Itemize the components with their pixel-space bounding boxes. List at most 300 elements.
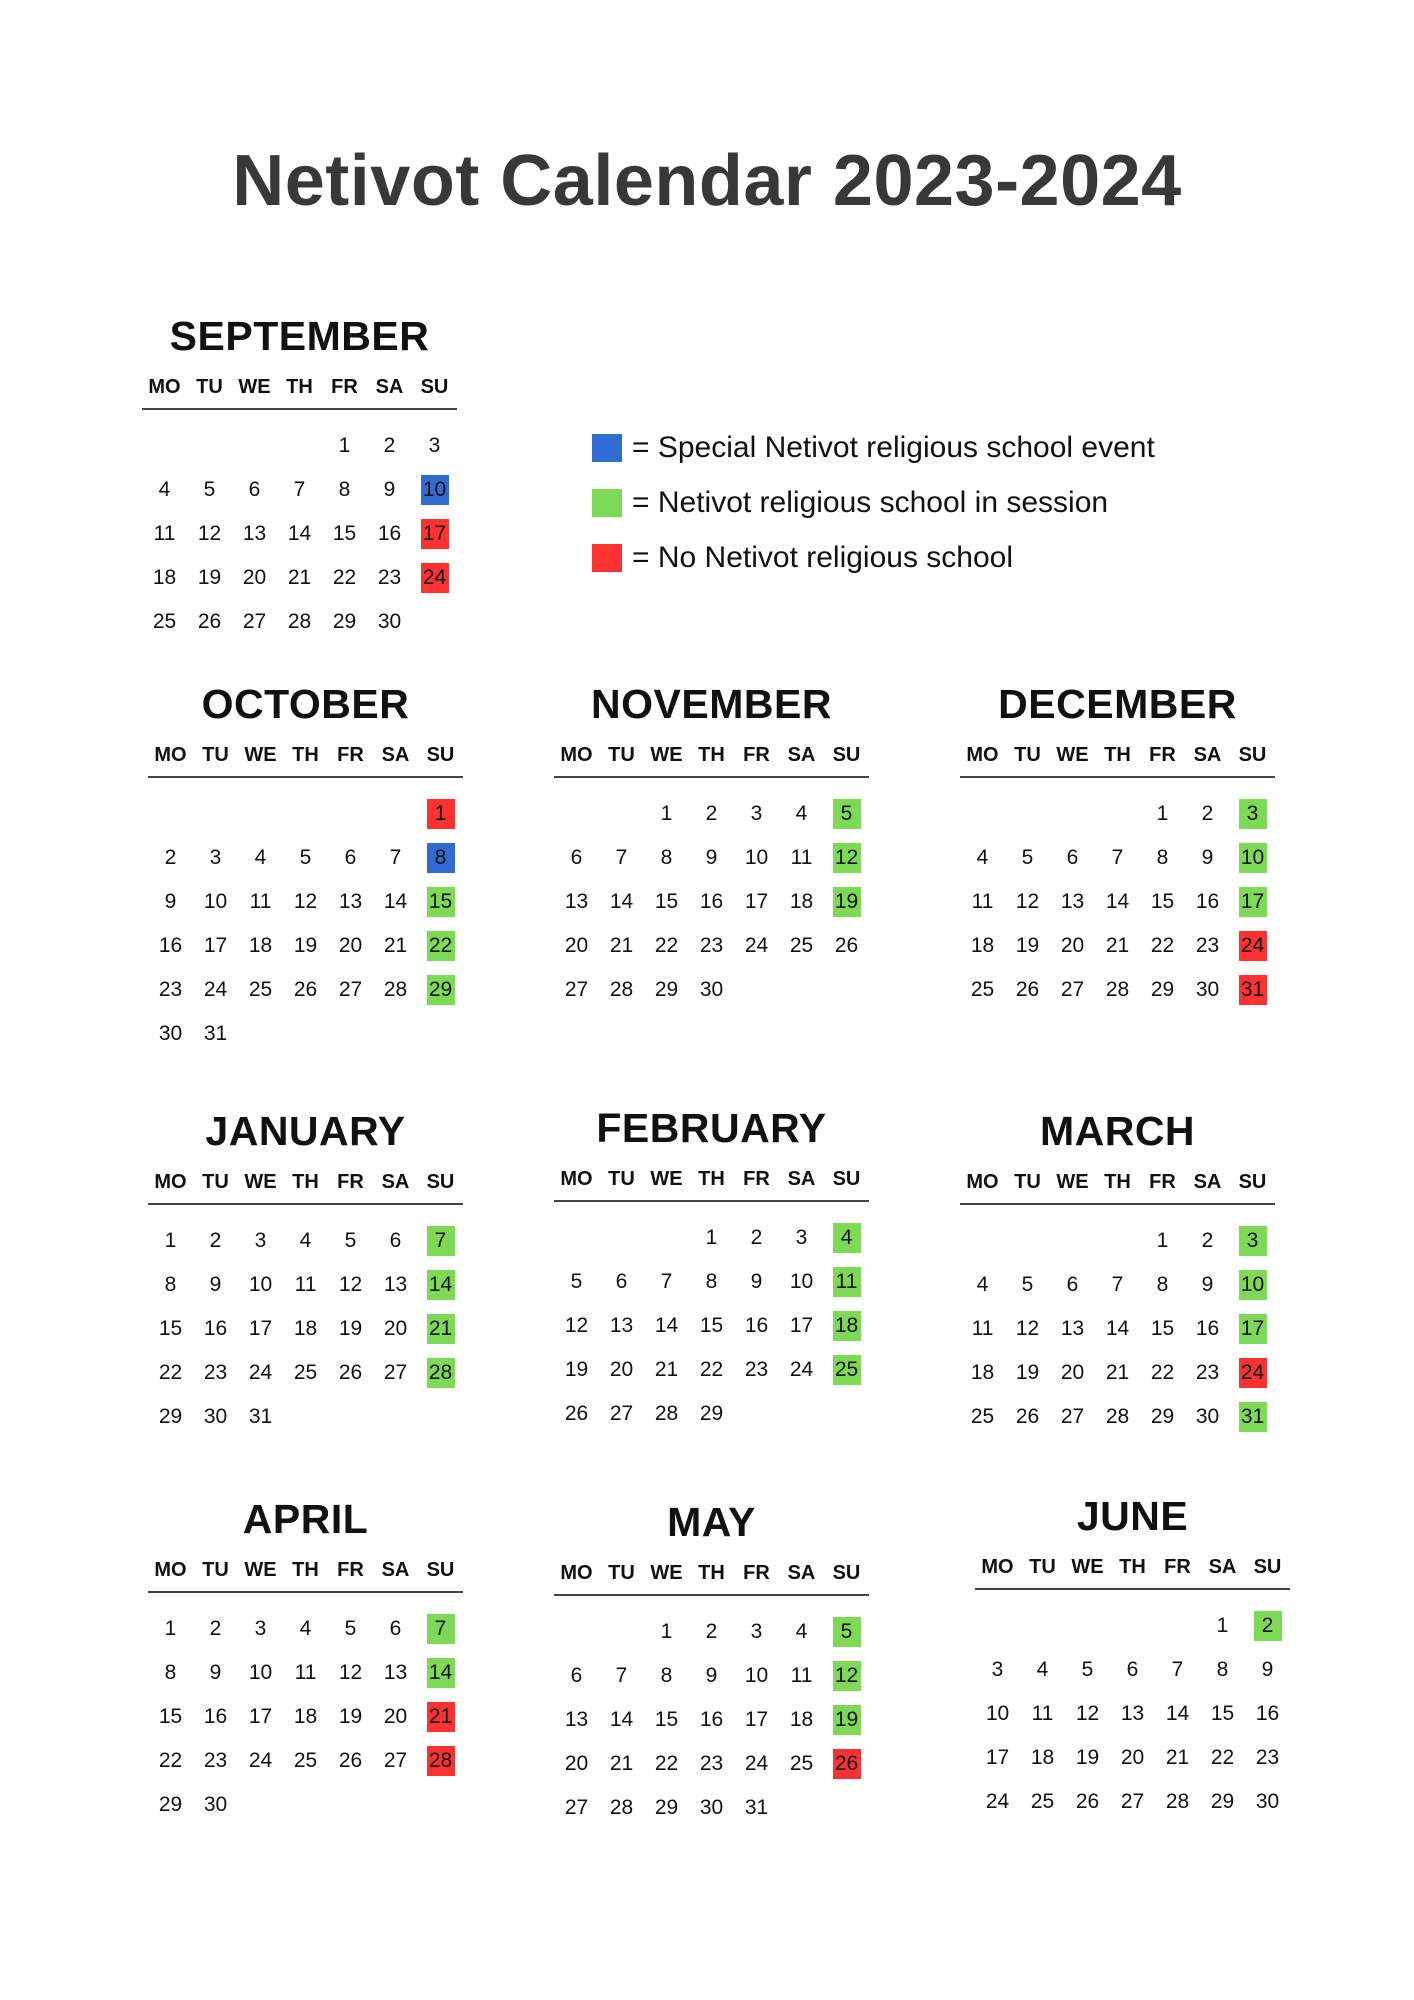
day-cell: 6 (1126, 1658, 1139, 1681)
weekday-label: WE (650, 744, 683, 766)
weekday-label: TU (1014, 744, 1041, 766)
day-cell: 16 (699, 1708, 724, 1731)
day-cell: 28 (654, 1402, 679, 1425)
day-cell: 6 (1066, 846, 1079, 869)
day-cell: 8 (1156, 1273, 1169, 1296)
day-cell: 13 (383, 1273, 408, 1296)
day-cell: 22 (1150, 1361, 1175, 1384)
day-cell: 25 (152, 610, 177, 633)
empty-cell (1095, 792, 1140, 836)
day-cell: 24 (412, 556, 457, 600)
weekday-header (960, 736, 1275, 778)
weekday-label: FR (743, 1168, 770, 1190)
day-cell: 18 (789, 890, 814, 913)
day-cell: 29 (1150, 1405, 1175, 1428)
empty-cell (975, 1604, 1020, 1648)
day-cell: 2 (705, 802, 718, 825)
empty-cell (1050, 792, 1095, 836)
empty-cell (187, 424, 232, 468)
day-cell: 12 (338, 1661, 363, 1684)
day-cell: 13 (383, 1661, 408, 1684)
day-cell: 3 (254, 1617, 267, 1640)
day-cell: 14 (609, 1708, 634, 1731)
day-cell: 6 (570, 846, 583, 869)
day-cell: 16 (1255, 1702, 1280, 1725)
day-cell: 24 (744, 934, 769, 957)
day-cell: 31 (744, 1796, 769, 1819)
day-cell: 25 (970, 978, 995, 1001)
day-cell: 17 (203, 934, 228, 957)
empty-cell (232, 424, 277, 468)
day-cell: 5 (344, 1617, 357, 1640)
day-cell: 27 (1120, 1790, 1145, 1813)
day-cell: 16 (203, 1317, 228, 1340)
day-cell: 25 (970, 1405, 995, 1428)
day-cell: 7 (615, 846, 628, 869)
weekday-label: SU (1253, 1556, 1282, 1578)
day-cell: 2 (750, 1226, 763, 1249)
month-may (554, 1496, 869, 1830)
day-cell: 24 (248, 1361, 273, 1384)
day-cell: 13 (242, 522, 267, 545)
day-cell: 5 (824, 792, 869, 836)
empty-cell (1095, 1219, 1140, 1263)
day-cell: 9 (750, 1270, 763, 1293)
month-december (960, 678, 1275, 1012)
day-cell: 8 (660, 846, 673, 869)
day-cell: 22 (654, 1752, 679, 1775)
day-cell: 23 (1255, 1746, 1280, 1769)
weekday-label: TU (202, 1559, 229, 1581)
day-cell: 6 (389, 1617, 402, 1640)
day-cell: 27 (564, 978, 589, 1001)
weekday-label: MO (154, 1171, 187, 1193)
day-cell: 28 (418, 1351, 463, 1395)
month-october (148, 678, 463, 1056)
weekday-label: TH (292, 744, 319, 766)
day-cell: 20 (383, 1317, 408, 1340)
day-cell: 12 (824, 836, 869, 880)
weekday-label: TU (1029, 1556, 1056, 1578)
day-cell: 11 (294, 1273, 317, 1296)
day-cell: 16 (1195, 890, 1220, 913)
day-cell: 10 (744, 846, 769, 869)
day-cell: 19 (564, 1358, 589, 1381)
month-name: FEBRUARY (596, 1105, 827, 1151)
month-name: NOVEMBER (591, 681, 832, 727)
weekday-label: FR (337, 1171, 364, 1193)
day-cell: 8 (660, 1664, 673, 1687)
day-cell: 13 (564, 1708, 589, 1731)
day-cell: 16 (699, 890, 724, 913)
day-cell: 18 (824, 1304, 869, 1348)
day-cell: 3 (1230, 792, 1275, 836)
day-cell: 28 (418, 1739, 463, 1783)
day-cell: 23 (1195, 934, 1220, 957)
day-cell: 30 (699, 978, 724, 1001)
empty-cell (554, 792, 599, 836)
day-cell: 1 (418, 792, 463, 836)
weekday-label: SA (1193, 1171, 1222, 1193)
day-cell: 1 (1216, 1614, 1229, 1637)
day-cell: 6 (1066, 1273, 1079, 1296)
day-cell: 7 (293, 478, 306, 501)
day-cell: 11 (249, 890, 272, 913)
day-cell: 21 (609, 934, 634, 957)
empty-cell (1005, 792, 1050, 836)
day-cell: 14 (609, 890, 634, 913)
day-cell: 20 (338, 934, 363, 957)
weekday-label: FR (743, 1562, 770, 1584)
day-cell: 22 (418, 924, 463, 968)
day-cell: 22 (332, 566, 357, 589)
legend (592, 420, 1155, 585)
weekday-header (554, 1554, 869, 1596)
day-cell: 17 (1230, 1307, 1275, 1351)
day-cell: 22 (158, 1361, 183, 1384)
day-cell: 4 (254, 846, 267, 869)
day-cell: 31 (203, 1022, 228, 1045)
day-cell: 14 (383, 890, 408, 913)
day-cell: 11 (294, 1661, 317, 1684)
weekday-label: TH (286, 376, 313, 398)
day-cell: 20 (383, 1705, 408, 1728)
day-cell: 11 (971, 1317, 994, 1340)
day-cell: 26 (564, 1402, 589, 1425)
day-cell: 27 (383, 1361, 408, 1384)
day-cell: 28 (1165, 1790, 1190, 1813)
day-cell: 16 (1195, 1317, 1220, 1340)
days-grid (148, 792, 463, 1056)
weekday-label: WE (244, 744, 277, 766)
weekday-label: WE (650, 1562, 683, 1584)
day-cell: 28 (383, 978, 408, 1001)
day-cell: 19 (824, 1698, 869, 1742)
day-cell: 18 (152, 566, 177, 589)
day-cell: 15 (332, 522, 357, 545)
day-cell: 4 (795, 802, 808, 825)
weekday-label: MO (560, 744, 593, 766)
day-cell: 21 (418, 1307, 463, 1351)
day-cell: 27 (1060, 1405, 1085, 1428)
day-cell: 14 (418, 1651, 463, 1695)
day-cell: 2 (1201, 1229, 1214, 1252)
empty-cell (1050, 1219, 1095, 1263)
empty-cell (283, 792, 328, 836)
day-cell: 13 (1060, 1317, 1085, 1340)
day-cell: 6 (344, 846, 357, 869)
day-cell: 4 (976, 1273, 989, 1296)
day-cell: 25 (293, 1361, 318, 1384)
day-cell: 17 (248, 1705, 273, 1728)
day-cell: 28 (609, 978, 634, 1001)
empty-cell (1110, 1604, 1155, 1648)
month-name: JANUARY (205, 1108, 406, 1154)
day-cell: 20 (1120, 1746, 1145, 1769)
day-cell: 20 (1060, 1361, 1085, 1384)
month-february (554, 1102, 869, 1436)
weekday-header (554, 1160, 869, 1202)
day-cell: 12 (338, 1273, 363, 1296)
day-cell: 10 (1230, 836, 1275, 880)
day-cell: 19 (338, 1705, 363, 1728)
day-cell: 3 (428, 434, 441, 457)
day-cell: 5 (344, 1229, 357, 1252)
day-cell: 21 (609, 1752, 634, 1775)
day-cell: 18 (789, 1708, 814, 1731)
weekday-label: SA (787, 744, 816, 766)
day-cell: 26 (1015, 978, 1040, 1001)
weekday-label: SA (787, 1562, 816, 1584)
day-cell: 27 (609, 1402, 634, 1425)
day-cell: 26 (338, 1361, 363, 1384)
month-name: MARCH (1039, 1108, 1196, 1154)
day-cell: 10 (412, 468, 457, 512)
day-cell: 29 (158, 1405, 183, 1428)
weekday-label: WE (650, 1168, 683, 1190)
day-cell: 4 (824, 1216, 869, 1260)
days-grid (554, 1610, 869, 1830)
day-cell: 4 (158, 478, 171, 501)
day-cell: 14 (1165, 1702, 1190, 1725)
days-grid (554, 1216, 869, 1436)
day-cell: 27 (564, 1796, 589, 1819)
day-cell: 31 (1230, 1395, 1275, 1439)
day-cell: 29 (332, 610, 357, 633)
weekday-header (142, 368, 457, 410)
day-cell: 8 (164, 1661, 177, 1684)
day-cell: 22 (158, 1749, 183, 1772)
day-cell: 26 (1015, 1405, 1040, 1428)
weekday-label: MO (966, 1171, 999, 1193)
day-cell: 10 (789, 1270, 814, 1293)
day-cell: 19 (293, 934, 318, 957)
day-cell: 26 (338, 1749, 363, 1772)
day-cell: 4 (1036, 1658, 1049, 1681)
month-name: JUNE (1076, 1493, 1189, 1539)
day-cell: 19 (1015, 934, 1040, 957)
days-grid (960, 1219, 1275, 1439)
empty-cell (1005, 1219, 1050, 1263)
day-cell: 12 (293, 890, 318, 913)
day-cell: 23 (699, 934, 724, 957)
day-cell: 22 (1210, 1746, 1235, 1769)
empty-cell (599, 792, 644, 836)
day-cell: 23 (203, 1361, 228, 1384)
day-cell: 24 (203, 978, 228, 1001)
day-cell: 15 (654, 1708, 679, 1731)
weekday-label: SU (1238, 744, 1267, 766)
month-april (148, 1493, 463, 1827)
legend-label: = Netivot religious school in session (632, 485, 1109, 519)
day-cell: 9 (164, 890, 177, 913)
day-cell: 17 (1230, 880, 1275, 924)
weekday-header (148, 736, 463, 778)
weekday-label: MO (154, 744, 187, 766)
day-cell: 8 (338, 478, 351, 501)
day-cell: 18 (248, 934, 273, 957)
day-cell: 12 (197, 522, 222, 545)
weekday-label: SU (832, 744, 861, 766)
day-cell: 19 (824, 880, 869, 924)
day-cell: 2 (209, 1617, 222, 1640)
day-cell: 28 (609, 1796, 634, 1819)
day-cell: 30 (699, 1796, 724, 1819)
day-cell: 19 (1075, 1746, 1100, 1769)
day-cell: 15 (418, 880, 463, 924)
weekday-label: WE (1056, 744, 1089, 766)
day-cell: 9 (209, 1273, 222, 1296)
weekday-label: FR (1149, 744, 1176, 766)
month-september (142, 310, 457, 644)
day-cell: 5 (299, 846, 312, 869)
weekday-label: FR (331, 376, 358, 398)
weekday-label: TU (608, 744, 635, 766)
day-cell: 5 (1021, 1273, 1034, 1296)
day-cell: 3 (254, 1229, 267, 1252)
day-cell: 24 (744, 1752, 769, 1775)
empty-cell (328, 792, 373, 836)
weekday-header (960, 1163, 1275, 1205)
empty-cell (277, 424, 322, 468)
day-cell: 19 (197, 566, 222, 589)
day-cell: 1 (705, 1226, 718, 1249)
day-cell: 14 (287, 522, 312, 545)
day-cell: 3 (991, 1658, 1004, 1681)
day-cell: 5 (1081, 1658, 1094, 1681)
day-cell: 28 (287, 610, 312, 633)
day-cell: 8 (164, 1273, 177, 1296)
day-cell: 1 (1156, 1229, 1169, 1252)
weekday-label: WE (1056, 1171, 1089, 1193)
day-cell: 5 (824, 1610, 869, 1654)
day-cell: 30 (158, 1022, 183, 1045)
day-cell: 21 (1105, 1361, 1130, 1384)
day-cell: 15 (1150, 890, 1175, 913)
day-cell: 27 (1060, 978, 1085, 1001)
day-cell: 18 (293, 1705, 318, 1728)
day-cell: 15 (1150, 1317, 1175, 1340)
day-cell: 1 (164, 1617, 177, 1640)
day-cell: 13 (1060, 890, 1085, 913)
weekday-label: MO (966, 744, 999, 766)
month-name: MAY (667, 1499, 756, 1545)
day-cell: 26 (824, 1742, 869, 1786)
day-cell: 19 (338, 1317, 363, 1340)
day-cell: 17 (412, 512, 457, 556)
day-cell: 1 (660, 1620, 673, 1643)
day-cell: 24 (1230, 1351, 1275, 1395)
empty-cell (599, 1610, 644, 1654)
day-cell: 29 (654, 978, 679, 1001)
month-march (960, 1105, 1275, 1439)
month-name: APRIL (242, 1496, 369, 1542)
day-cell: 29 (654, 1796, 679, 1819)
day-cell: 18 (970, 1361, 995, 1384)
legend-label: = Special Netivot religious school event (632, 430, 1155, 464)
weekday-label: WE (244, 1171, 277, 1193)
day-cell: 12 (1015, 1317, 1040, 1340)
day-cell: 24 (1230, 924, 1275, 968)
day-cell: 11 (824, 1260, 869, 1304)
day-cell: 30 (1195, 978, 1220, 1001)
day-cell: 24 (248, 1749, 273, 1772)
empty-cell (554, 1610, 599, 1654)
day-cell: 21 (383, 934, 408, 957)
day-cell: 6 (615, 1270, 628, 1293)
day-cell: 25 (789, 1752, 814, 1775)
day-cell: 3 (795, 1226, 808, 1249)
day-cell: 12 (1015, 890, 1040, 913)
day-cell: 31 (248, 1405, 273, 1428)
weekday-header (148, 1163, 463, 1205)
day-cell: 21 (654, 1358, 679, 1381)
day-cell: 7 (389, 846, 402, 869)
weekday-label: TH (698, 1562, 725, 1584)
day-cell: 24 (789, 1358, 814, 1381)
day-cell: 5 (570, 1270, 583, 1293)
weekday-label: MO (981, 1556, 1014, 1578)
day-cell: 10 (248, 1661, 273, 1684)
day-cell: 3 (750, 1620, 763, 1643)
weekday-label: SU (426, 1171, 455, 1193)
day-cell: 12 (564, 1314, 589, 1337)
day-cell: 30 (377, 610, 402, 633)
day-cell: 4 (299, 1617, 312, 1640)
weekday-label: FR (1149, 1171, 1176, 1193)
weekday-header (148, 1551, 463, 1593)
empty-cell (373, 792, 418, 836)
day-cell: 23 (158, 978, 183, 1001)
weekday-label: TU (1014, 1171, 1041, 1193)
days-grid (148, 1219, 463, 1439)
day-cell: 17 (744, 1708, 769, 1731)
day-cell: 22 (1150, 934, 1175, 957)
day-cell: 11 (153, 522, 176, 545)
day-cell: 29 (1210, 1790, 1235, 1813)
empty-cell (1020, 1604, 1065, 1648)
empty-cell (1155, 1604, 1200, 1648)
day-cell: 20 (564, 1752, 589, 1775)
days-grid (960, 792, 1275, 1012)
day-cell: 15 (699, 1314, 724, 1337)
day-cell: 9 (705, 1664, 718, 1687)
day-cell: 7 (660, 1270, 673, 1293)
day-cell: 10 (985, 1702, 1010, 1725)
day-cell: 6 (389, 1229, 402, 1252)
day-cell: 8 (1156, 846, 1169, 869)
weekday-label: TU (608, 1168, 635, 1190)
weekday-label: TH (1119, 1556, 1146, 1578)
day-cell: 11 (1031, 1702, 1054, 1725)
day-cell: 6 (248, 478, 261, 501)
day-cell: 30 (1255, 1790, 1280, 1813)
day-cell: 12 (1075, 1702, 1100, 1725)
day-cell: 5 (203, 478, 216, 501)
day-cell: 18 (970, 934, 995, 957)
day-cell: 13 (1120, 1702, 1145, 1725)
weekday-label: MO (560, 1168, 593, 1190)
day-cell: 26 (197, 610, 222, 633)
day-cell: 10 (248, 1273, 273, 1296)
day-cell: 17 (744, 890, 769, 913)
day-cell: 25 (824, 1348, 869, 1392)
blue-swatch-icon (592, 434, 622, 462)
weekday-label: TH (292, 1171, 319, 1193)
day-cell: 25 (248, 978, 273, 1001)
day-cell: 15 (654, 890, 679, 913)
weekday-label: FR (337, 1559, 364, 1581)
